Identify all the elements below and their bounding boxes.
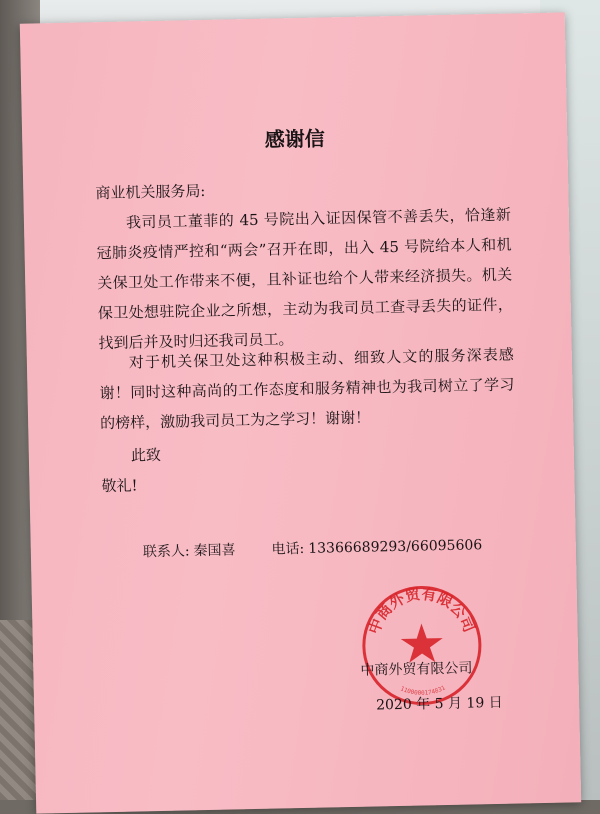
seal-text: 中商外贸有限公司 — [364, 584, 479, 637]
phone-label: 电话: — [271, 540, 305, 558]
letter-paragraph-2: 对于机关保卫处这种积极主动、细致人文的服务深表感谢！同时这种高尚的工作态度和服务精神也为我司树立了学习的榜样，激励我司员工为之学习！谢谢！ — [99, 345, 515, 433]
contact-row — [143, 534, 487, 561]
letter-salutation: 商业机关服务局: — [95, 181, 206, 203]
company-seal — [359, 582, 486, 709]
seal-serial: 1100000174831 — [399, 684, 447, 697]
company-name: 中商外贸有限公司 — [360, 660, 473, 679]
letter-paragraph-1: 我司员工董菲的 45 号院出入证因保管不善丢失，恰逢新冠肺炎疫情严控和“两会”召开在即，出入 45 号院给本人和机关保卫处工作带来不便，且补证也给个人带来经济损失。机关保卫处想驻院企业之所想，主动为我司员工查寻丢失的证件，找到后并及时归还我司员工。 — [96, 205, 513, 353]
letter-title: 感谢信 — [264, 126, 326, 152]
letter-date: 2020 年 5 月 19 日 — [375, 694, 503, 714]
phone-value: 13366689293/66095606 — [308, 537, 483, 557]
contact-name: 秦国喜 — [193, 542, 236, 560]
letter-closing-2: 敬礼! — [101, 476, 138, 496]
letter-paper — [20, 12, 581, 813]
letter-closing-1: 此致 — [130, 445, 162, 465]
star-icon — [400, 623, 443, 663]
contact-label: 联系人: — [142, 543, 190, 561]
